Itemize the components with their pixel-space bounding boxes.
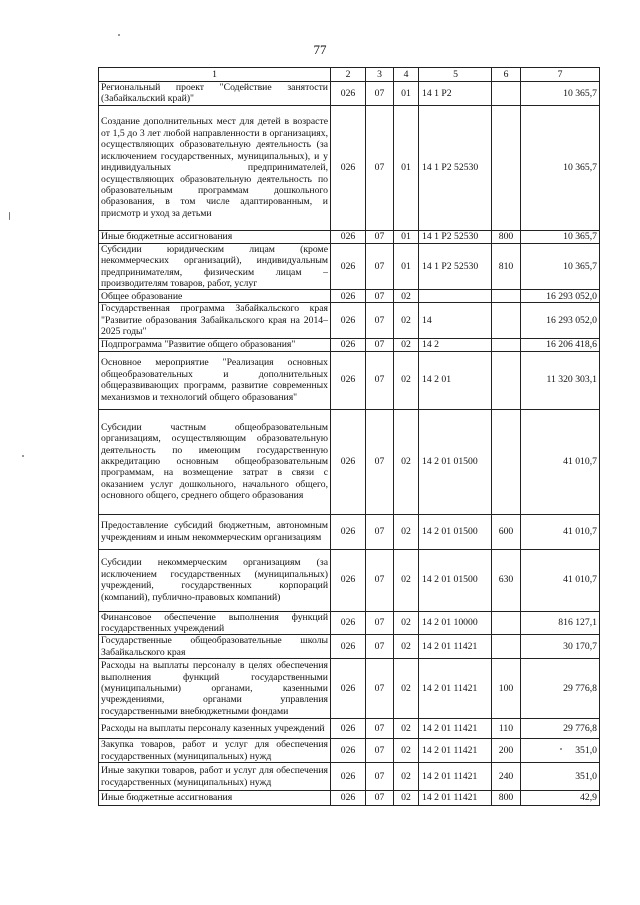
row-subsection-code: 01	[394, 230, 419, 243]
row-section-code: 07	[366, 105, 394, 230]
column-header: 4	[394, 68, 419, 82]
row-description: Иные бюджетные ассигнования	[99, 230, 331, 243]
table-row	[99, 611, 600, 635]
row-amount: 29 776,8	[521, 659, 600, 719]
row-target-article: 14 2 01 11421	[419, 791, 492, 806]
row-section-code: 07	[366, 549, 394, 611]
row-ministry-code: 026	[331, 611, 366, 635]
table-row	[99, 338, 600, 351]
row-expense-type: 100	[492, 659, 521, 719]
row-target-article: 14 2 01 01500	[419, 409, 492, 514]
row-description: Иные закупки товаров, работ и услуг для обеспечения государственных (муниципальных) нужд	[99, 763, 331, 791]
table-row	[99, 303, 600, 338]
row-subsection-code: 02	[394, 739, 419, 763]
row-subsection-code: 02	[394, 514, 419, 549]
row-ministry-code: 026	[331, 791, 366, 806]
row-amount: 10 365,7	[521, 230, 600, 243]
row-section-code: 07	[366, 739, 394, 763]
row-amount: 41 010,7	[521, 514, 600, 549]
row-subsection-code: 01	[394, 243, 419, 290]
row-description: Создание дополнительных мест для детей в возрасте от 1,5 до 3 лет любой направленности в организациях, осуществляющих образовательную деятельность (за исключением государственных, муниципальных), и у индивидуальных предпринимателей, осуществляющих образовательную деятельность по образовательным программам дошкольного образования, в том числе адаптированным, и присмотр и уход за детьми	[99, 105, 331, 230]
row-subsection-code: 02	[394, 719, 419, 739]
row-amount: 30 170,7	[521, 635, 600, 659]
row-target-article: 14 2 01 11421	[419, 635, 492, 659]
row-subsection-code: 01	[394, 82, 419, 106]
table-header-row	[99, 68, 600, 82]
row-amount: 10 365,7	[521, 82, 600, 106]
row-target-article: 14 2 01 01500	[419, 514, 492, 549]
row-expense-type: 630	[492, 549, 521, 611]
row-amount: 42,9	[521, 791, 600, 806]
row-description: Предоставление субсидий бюджетным, автономным учреждениям и иным некоммерческим организациям	[99, 514, 331, 549]
table-row	[99, 763, 600, 791]
row-ministry-code: 026	[331, 739, 366, 763]
row-target-article: 14 2	[419, 338, 492, 351]
row-description: Иные бюджетные ассигнования	[99, 791, 331, 806]
row-expense-type	[492, 409, 521, 514]
row-section-code: 07	[366, 303, 394, 338]
row-target-article: 14 1 P2 52530	[419, 105, 492, 230]
row-section-code: 07	[366, 719, 394, 739]
row-description: Региональный проект "Содействие занятости (Забайкальский край)"	[99, 82, 331, 106]
row-expense-type	[492, 635, 521, 659]
row-section-code: 07	[366, 290, 394, 303]
row-amount: 351,0	[521, 763, 600, 791]
row-section-code: 07	[366, 243, 394, 290]
scan-speck	[560, 748, 562, 750]
row-section-code: 07	[366, 409, 394, 514]
row-target-article: 14 2 01 01500	[419, 549, 492, 611]
row-ministry-code: 026	[331, 290, 366, 303]
row-amount: 16 293 052,0	[521, 303, 600, 338]
row-subsection-code: 02	[394, 763, 419, 791]
row-expense-type: 810	[492, 243, 521, 290]
row-amount: 10 365,7	[521, 105, 600, 230]
row-section-code: 07	[366, 338, 394, 351]
table-row	[99, 739, 600, 763]
row-expense-type: 240	[492, 763, 521, 791]
row-target-article: 14 2 01 10000	[419, 611, 492, 635]
row-ministry-code: 026	[331, 763, 366, 791]
row-ministry-code: 026	[331, 719, 366, 739]
row-amount: 11 320 303,1	[521, 351, 600, 409]
column-header: 7	[521, 68, 600, 82]
table-row	[99, 791, 600, 806]
row-description: Субсидии некоммерческим организациям (за исключением государственных (муниципальных) учреждений, государственных корпораций (компаний), публично-правовых компаний)	[99, 549, 331, 611]
row-expense-type: 110	[492, 719, 521, 739]
row-amount: 41 010,7	[521, 409, 600, 514]
row-amount: 29 776,8	[521, 719, 600, 739]
budget-table	[98, 67, 600, 806]
row-expense-type: 800	[492, 791, 521, 806]
row-section-code: 07	[366, 230, 394, 243]
row-amount: 10 365,7	[521, 243, 600, 290]
table-row	[99, 659, 600, 719]
row-target-article: 14 1 P2	[419, 82, 492, 106]
row-ministry-code: 026	[331, 659, 366, 719]
row-expense-type	[492, 105, 521, 230]
row-target-article: 14 2 01 11421	[419, 719, 492, 739]
row-subsection-code: 02	[394, 611, 419, 635]
row-expense-type: 800	[492, 230, 521, 243]
row-subsection-code: 02	[394, 791, 419, 806]
row-ministry-code: 026	[331, 230, 366, 243]
row-ministry-code: 026	[331, 338, 366, 351]
row-description: Государственные общеобразовательные школы Забайкальского края	[99, 635, 331, 659]
column-header: 2	[331, 68, 366, 82]
scan-mark	[9, 212, 10, 220]
row-ministry-code: 026	[331, 243, 366, 290]
row-expense-type: 600	[492, 514, 521, 549]
row-amount: 16 293 052,0	[521, 290, 600, 303]
row-section-code: 07	[366, 763, 394, 791]
row-ministry-code: 026	[331, 303, 366, 338]
table-row	[99, 635, 600, 659]
row-description: Основное мероприятие "Реализация основных общеобразовательных и дополнительных общеразвивающих программ, развитие современных механизмов и технологий общего образования"	[99, 351, 331, 409]
row-section-code: 07	[366, 611, 394, 635]
row-target-article: 14	[419, 303, 492, 338]
row-expense-type: 200	[492, 739, 521, 763]
row-section-code: 07	[366, 659, 394, 719]
row-amount: 351,0	[521, 739, 600, 763]
scan-speck	[118, 34, 120, 36]
column-header: 5	[419, 68, 492, 82]
row-section-code: 07	[366, 351, 394, 409]
row-ministry-code: 026	[331, 549, 366, 611]
row-subsection-code: 02	[394, 659, 419, 719]
row-description: Субсидии частным общеобразовательным организациям, осуществляющим образовательную деятельность по имеющим государственную аккредитацию основным общеобразовательным программам, на возмещение затрат в связи с оказанием услуг дошкольного, начального общего, основного общего, среднего общего образования	[99, 409, 331, 514]
row-section-code: 07	[366, 791, 394, 806]
column-header: 6	[492, 68, 521, 82]
row-target-article: 14 2 01	[419, 351, 492, 409]
row-expense-type	[492, 611, 521, 635]
row-subsection-code: 02	[394, 351, 419, 409]
row-ministry-code: 026	[331, 105, 366, 230]
row-subsection-code: 01	[394, 105, 419, 230]
table-row	[99, 243, 600, 290]
row-description: Подпрограмма "Развитие общего образования"	[99, 338, 331, 351]
table-row	[99, 105, 600, 230]
row-ministry-code: 026	[331, 635, 366, 659]
table-row	[99, 351, 600, 409]
row-target-article: 14 1 P2 52530	[419, 230, 492, 243]
row-section-code: 07	[366, 635, 394, 659]
row-subsection-code: 02	[394, 290, 419, 303]
row-subsection-code: 02	[394, 409, 419, 514]
row-description: Общее образование	[99, 290, 331, 303]
row-target-article: 14 2 01 11421	[419, 763, 492, 791]
column-header: 1	[99, 68, 331, 82]
row-amount: 816 127,1	[521, 611, 600, 635]
table-row	[99, 82, 600, 106]
row-target-article: 14 2 01 11421	[419, 659, 492, 719]
row-subsection-code: 02	[394, 338, 419, 351]
row-ministry-code: 026	[331, 82, 366, 106]
table-row	[99, 290, 600, 303]
row-ministry-code: 026	[331, 409, 366, 514]
row-expense-type	[492, 303, 521, 338]
table-row	[99, 514, 600, 549]
row-description: Субсидии юридическим лицам (кроме некоммерческих организаций), индивидуальным предпринимателям, физическим лицам – производителям товаров, работ, услуг	[99, 243, 331, 290]
row-expense-type	[492, 82, 521, 106]
row-subsection-code: 02	[394, 549, 419, 611]
table-row	[99, 549, 600, 611]
row-expense-type	[492, 290, 521, 303]
page-number: 77	[313, 42, 327, 57]
row-description: Государственная программа Забайкальского края "Развитие образования Забайкальского края на 2014–2025 годы"	[99, 303, 331, 338]
row-description: Финансовое обеспечение выполнения функций государственных учреждений	[99, 611, 331, 635]
row-section-code: 07	[366, 82, 394, 106]
column-header: 3	[366, 68, 394, 82]
row-section-code: 07	[366, 514, 394, 549]
row-expense-type	[492, 351, 521, 409]
row-target-article	[419, 290, 492, 303]
row-amount: 16 206 418,6	[521, 338, 600, 351]
row-subsection-code: 02	[394, 635, 419, 659]
row-ministry-code: 026	[331, 514, 366, 549]
table-row	[99, 409, 600, 514]
row-target-article: 14 2 01 11421	[419, 739, 492, 763]
row-description: Расходы на выплаты персоналу в целях обеспечения выполнения функций государственными (муниципальными) органами, казенными учреждениями, органами управления государственными внебюджетными фондами	[99, 659, 331, 719]
row-target-article: 14 1 P2 52530	[419, 243, 492, 290]
table-row	[99, 719, 600, 739]
row-description: Закупка товаров, работ и услуг для обеспечения государственных (муниципальных) нужд	[99, 739, 331, 763]
row-amount: 41 010,7	[521, 549, 600, 611]
table-row	[99, 230, 600, 243]
row-subsection-code: 02	[394, 303, 419, 338]
row-description: Расходы на выплаты персоналу казенных учреждений	[99, 719, 331, 739]
scan-speck	[22, 455, 24, 457]
row-expense-type	[492, 338, 521, 351]
row-ministry-code: 026	[331, 351, 366, 409]
